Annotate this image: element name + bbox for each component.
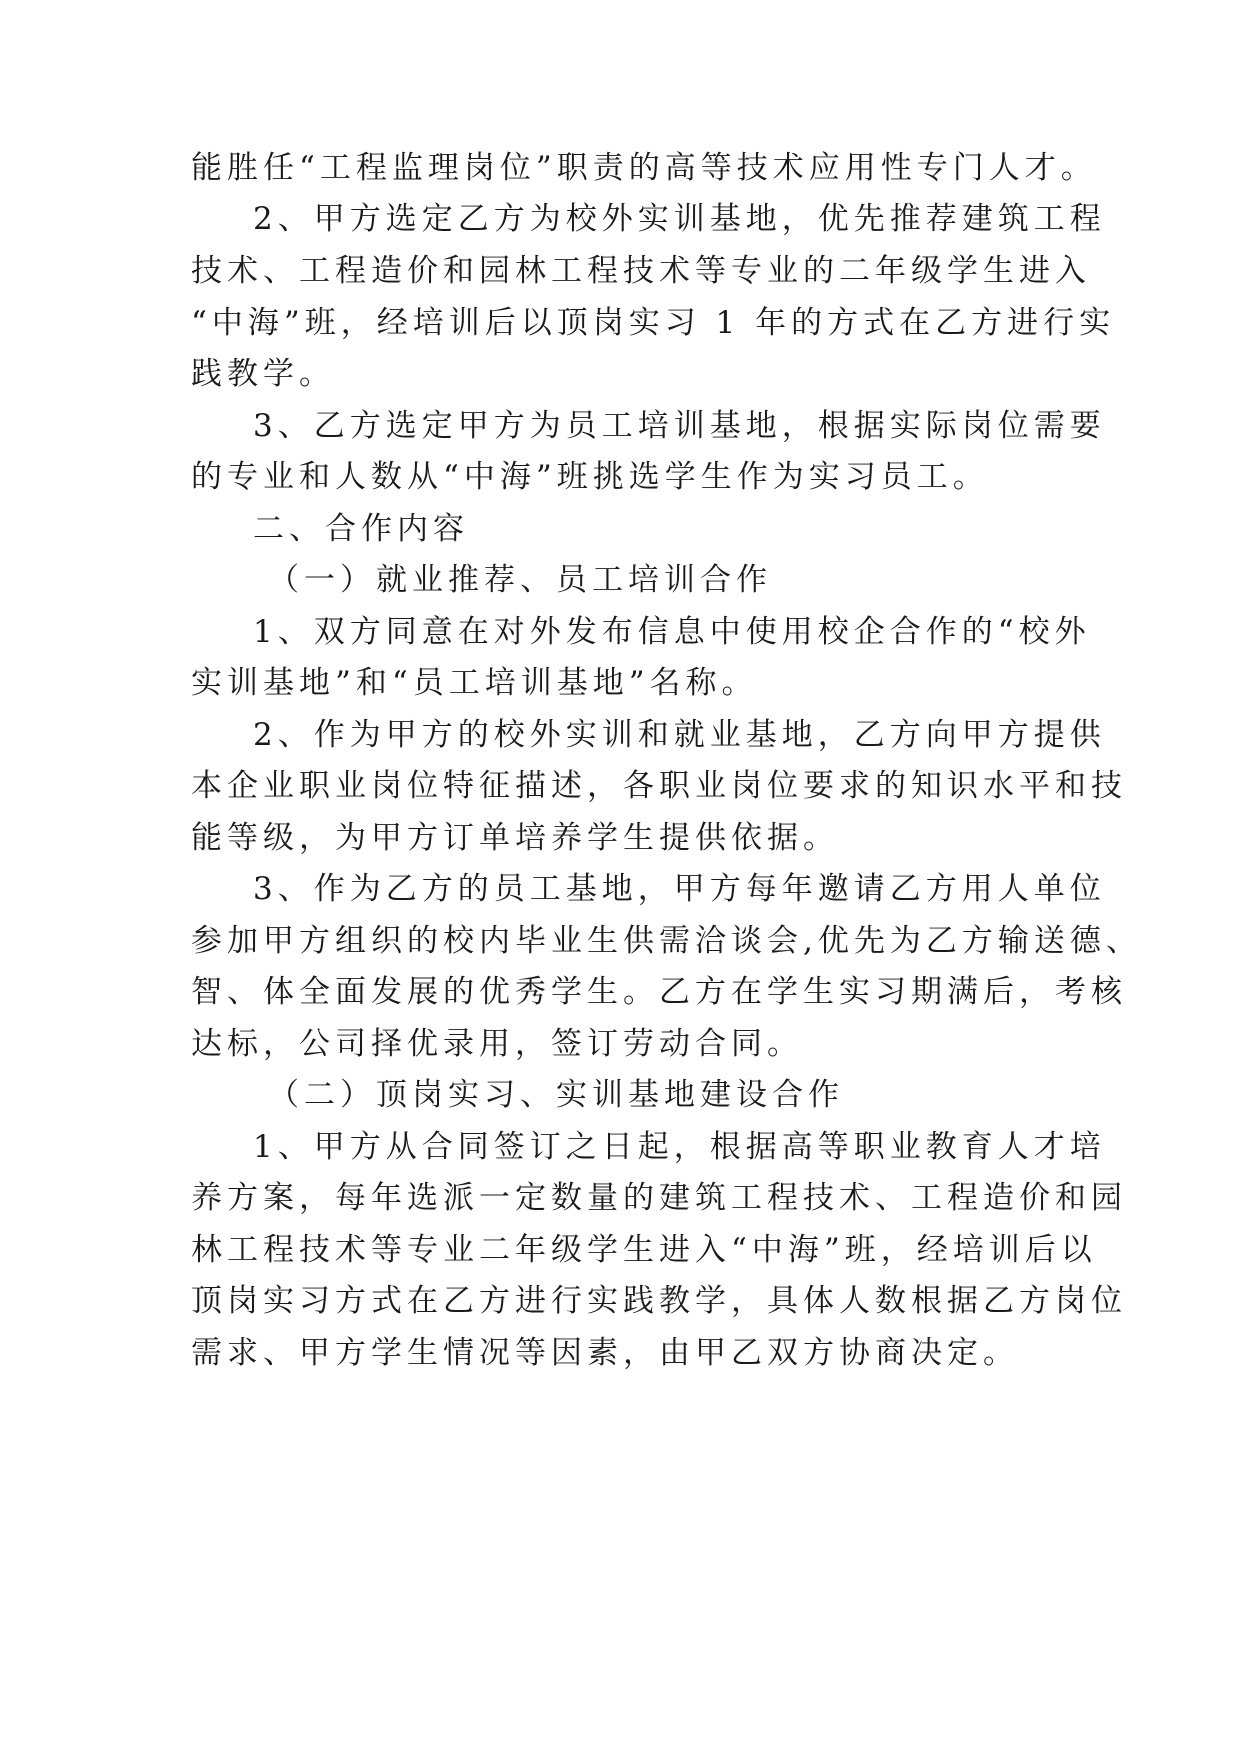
- subsection-heading: （二）顶岗实习、实训基地建设合作: [268, 1077, 844, 1113]
- text-line: 3、作为乙方的员工基地，甲方每年邀请乙方用人单位: [253, 871, 1106, 907]
- text-line: 实训基地”和“员工培训基地”名称。: [191, 665, 758, 701]
- text-line: 2、作为甲方的校外实训和就业基地，乙方向甲方提供: [253, 717, 1106, 753]
- text-line: 技术、工程造价和园林工程技术等专业的二年级学生进入: [191, 253, 1091, 289]
- text-line: 林工程技术等专业二年级学生进入“中海”班，经培训后以: [191, 1232, 1097, 1268]
- section-heading: 二、合作内容: [253, 511, 469, 547]
- text-line: 1、双方同意在对外发布信息中使用校企合作的“校外: [253, 614, 1091, 650]
- text-line: 3、乙方选定甲方为员工培训基地，根据实际岗位需要: [253, 408, 1106, 444]
- text-line: 智、体全面发展的优秀学生。乙方在学生实习期满后，考核: [191, 974, 1127, 1010]
- text-line: 养方案，每年选派一定数量的建筑工程技术、工程造价和园: [191, 1180, 1127, 1216]
- subsection-heading: （一）就业推荐、员工培训合作: [268, 562, 772, 598]
- text-line: 本企业职业岗位特征描述，各职业岗位要求的知识水平和技: [191, 768, 1127, 804]
- text-line: 需求、甲方学生情况等因素，由甲乙双方协商决定。: [191, 1335, 1019, 1371]
- text-line: 顶岗实习方式在乙方进行实践教学，具体人数根据乙方岗位: [191, 1283, 1127, 1319]
- text-line: 参加甲方组织的校内毕业生供需洽谈会,优先为乙方输送德、: [191, 923, 1142, 959]
- text-line: 2、甲方选定乙方为校外实训基地，优先推荐建筑工程: [253, 201, 1106, 237]
- text-line: 能等级，为甲方订单培养学生提供依据。: [191, 820, 839, 856]
- text-line: 达标，公司择优录用，签订劳动合同。: [191, 1026, 803, 1062]
- text-line: 践教学。: [191, 356, 335, 392]
- text-line: 1、甲方从合同签订之日起，根据高等职业教育人才培: [253, 1129, 1106, 1165]
- text-line: 能胜任“工程监理岗位”职责的高等技术应用性专门人才。: [191, 150, 1097, 186]
- text-line: “中海”班，经培训后以顶岗实习 1 年的方式在乙方进行实: [191, 305, 1116, 341]
- text-line: 的专业和人数从“中海”班挑选学生作为实习员工。: [191, 459, 989, 495]
